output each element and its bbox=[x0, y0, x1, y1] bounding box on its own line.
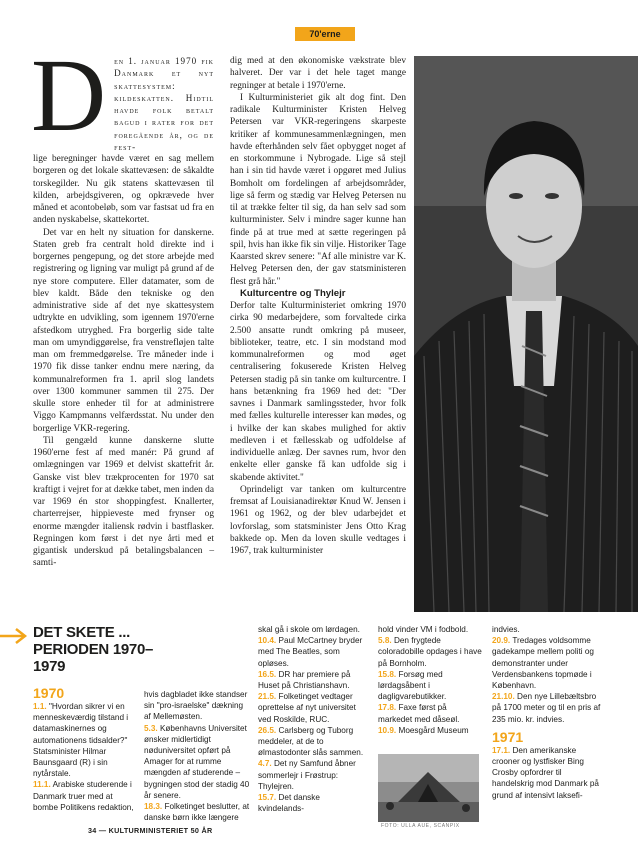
timeline-entry: 26.5. Carlsberg og Tuborg meddeler, at de to ølmastodonter slås sammen. bbox=[258, 725, 364, 758]
timeline-subheading: PERIODEN 1970–1979 bbox=[33, 641, 154, 675]
article-opening: en 1. januar 1970 fik Danmark et nyt skattesystem: kildeskatten. Hidtil havde folk betalt bagud i rater for det foregående år, og de fest- bbox=[114, 56, 214, 152]
timeline-heading: DET SKETE ... bbox=[33, 624, 130, 641]
drop-cap: D bbox=[31, 38, 107, 153]
timeline-entry: 15.7. Det danske kvindelands- bbox=[258, 793, 320, 814]
timeline-column-5 bbox=[492, 624, 604, 801]
portrait-photo bbox=[414, 56, 638, 612]
timeline-entry: skal gå i skole om lørdagen. bbox=[258, 625, 360, 634]
timeline-entry: 10.4. Paul McCartney bryder med The Beatles, som opløses. bbox=[258, 636, 363, 668]
article-paragraph: Derfor talte Kulturministeriet omkring 1970 cirka 90 medarbejdere, som forvaltede cirka 2.500 ansatte rundt omkring på museer, biblioteker, teatre, etc. I sin modstand mod kommunalreformen og mod øget centralisering fokuserede Kristen Helveg Petersen stadig på sin tanke om kulturcentre. I hans betænkning fra 1969 hed det: "Der savnes i Danmark samlingssteder, hvor folk med fælles kulturelle interesser kan mødes, og i hvilke der kan skabes mulighed for aktiv medleven i et fællesskab og udfoldelse af individuelle anlæg. Der savnes rum, hvor den enkelte eller ganske få kan udfolde sig i skabende aktivitet." bbox=[230, 301, 406, 483]
timeline-entry: 16.5. DR har premiere på Huset på Christianshavn. bbox=[258, 669, 351, 691]
article-paragraph: lige beregninger havde været en sag mellem borgeren og det lokale skattevæsen: de såkaldte torskegilder. Nu gik statens skattevæsen til kilden, arbejdsgiveren, og opkrævede hver måned et acontobeløb, som var fastsat ud fra en anden nyskabelse, skattekortet. bbox=[33, 154, 214, 226]
timeline-title bbox=[33, 624, 183, 675]
timeline-entry: hvis dagbladet ikke standser sin "pro-israelske" dækning af Mellemøsten. bbox=[144, 690, 248, 722]
timeline-entry: 18.3. Folketinget beslutter, at danske børn ikke længere bbox=[144, 802, 250, 823]
page-footer: 34 — KULTURMINISTERIET 50 ÅR bbox=[88, 826, 213, 835]
article-paragraph: Til gengæld kunne danskerne slutte 1960'erne fest af med manér: På grund af omlægningen var 1969 et delvist skattefrit år. Ganske vist blev trækprocenten for 1970 sat kraftigt i vejret for at dække tabet, men inden da var 1969 én stor shoppingfest. Knallerter, charterrejser, hippieveste med frynser og enorme mængder italiensk rødvin i bastflasker. Regningen kom først i det nye årti med et gigantisk underskud på betalingsbalancen – samti- bbox=[33, 435, 214, 569]
timeline-entry: 15.8. Forsøg med lørdagsåbent i dagligvarebutikker. bbox=[378, 669, 447, 702]
timeline-entry: 17.1. Den amerikanske crooner og lystfisker Bing Crosby opfordrer til handelskrig mod Danmark på grund af intensivt laksefi- bbox=[492, 745, 599, 800]
article-paragraph: dig med at den økonomiske vækstrate blev halveret. Der var i det hele taget mange regninger at betale i 1970'erne. bbox=[230, 56, 406, 91]
timeline-entry: 21.10. Den nye Lillebæltsbro på 1700 meter og til en pris af 235 mio. kr. indvies. bbox=[492, 692, 601, 724]
timeline-column-2 bbox=[144, 689, 250, 823]
timeline-year: 1970 bbox=[33, 685, 65, 701]
timeline-entry: 4.7. Det ny Samfund åbner sommerlejr i Frøstrup: Thylejren. bbox=[258, 759, 356, 791]
timeline-entry: 1.1. "Hvordan sikrer vi en menneskeværdig tilstand i datamaskinernes og automationens tidsalder?" Statsminister Hilmar Baunsgaard (R) i sin nytårstale. bbox=[33, 702, 129, 779]
article-paragraph: I Kulturministeriet gik alt dog fint. Den radikale Kulturminister Kristen Helveg Petersen var VKR-regeringens skarpeste kritiker af kommunesammenlægningen, men havde efterhånden selv fået opbygget noget af en storkommune i Nybrogade. Lige så stejl han i sin tid havde været i opgøret med Julius Bomholt om fordelingen af arbejdsområder, lige så ferm og stædig var Helveg Petersen nu til at trække felter til sig, da han selv sad som kulturminister. Selv i mindre sager kunne han finde på at true med at sætte regeringen på spil, hvis han ikke fik sin vilje. Historiker Tage Kaarsted skrev senere: "Af alle ministre var K. Helveg Petersen den, der gav statsministeren flest grå hår." bbox=[230, 92, 406, 287]
timeline-column-3 bbox=[258, 624, 366, 814]
article-column-1 bbox=[31, 38, 214, 570]
timeline-entry: 5.8. Den frygtede coloradobille opdages i have på Bornholm. bbox=[378, 636, 482, 668]
timeline-entry: 5.3. Københavns Universitet ønsker midlertidigt nøduniversitet opført på Amager for at rumme mængden af studerende – bygningen stod der stadig 40 år senere. bbox=[144, 723, 250, 800]
article-column-2 bbox=[230, 55, 406, 557]
timeline-column-4 bbox=[378, 624, 482, 736]
timeline-entry: 10.9. Moesgård Museum bbox=[378, 725, 469, 735]
timeline-column-1 bbox=[33, 685, 137, 813]
timeline-entry: 20.9. Tredages voldsomme gadekampe mellem politi og demonstranter under Verdensbankens topmøde i København. bbox=[492, 636, 594, 691]
timeline-year: 1971 bbox=[492, 728, 524, 745]
section-tag: 70'erne bbox=[295, 27, 355, 41]
timeline-entry: 17.8. Faxe først på markedet med dåseøl. bbox=[378, 703, 460, 724]
timeline-entry: hold vinder VM i fodbold. bbox=[378, 625, 469, 634]
timeline-entry: indvies. bbox=[492, 625, 520, 634]
arrow-icon bbox=[0, 626, 30, 646]
photo-credit: FOTO: ULLA AUE, SCANPIX bbox=[381, 823, 460, 829]
timeline-entry: 21.5. Folketinget vedtager oprettelse af nyt universitet ved Roskilde, RUC. bbox=[258, 692, 356, 724]
article-paragraph: Oprindeligt var tanken om kulturcentre fremsat af Louisianadirektør Knud W. Jensen i 1961 og 1962, og der blev udarbejdet et lovforslag, som statsminister Jens Otto Krag bakkede op. Men da loven skulle vedtages i 1967, trak kulturminister bbox=[230, 484, 406, 556]
timeline-entry: 11.1. Arabiske studerende i Danmark truer med at bombe Politikens redaktion, bbox=[33, 780, 134, 812]
article-paragraph: Det var en helt ny situation for danskerne. Staten greb fra centralt hold direkte ind i borgernes pengepung, og det store arbejde med registrering og ligning var muligt på grund af de nye store computere. Eller datamater, som de blev kaldt. Både den tekniske og den administrative side af det nye skattesystem udtrykte en udvikling, som igennem 1970'erne afstedkom utryghed. Fra borgerlig side talte man om umyndiggørelse, fra venstrefløjen talte man om fremmedgørelse. Tre måneder inde i 1970 fik disse tanker endnu mere næring, da kommunalreformen fra 1. april slog landets over 1300 kommuner sammen til 275. Der skulle store enheder til for at administrere Viggo Kampmanns velfærdsstat. Nu under den borgerlige VKR-regering. bbox=[33, 227, 214, 434]
tent-camp-photo bbox=[378, 754, 479, 822]
article-subheading: Kulturcentre og Thylejr bbox=[240, 287, 346, 299]
